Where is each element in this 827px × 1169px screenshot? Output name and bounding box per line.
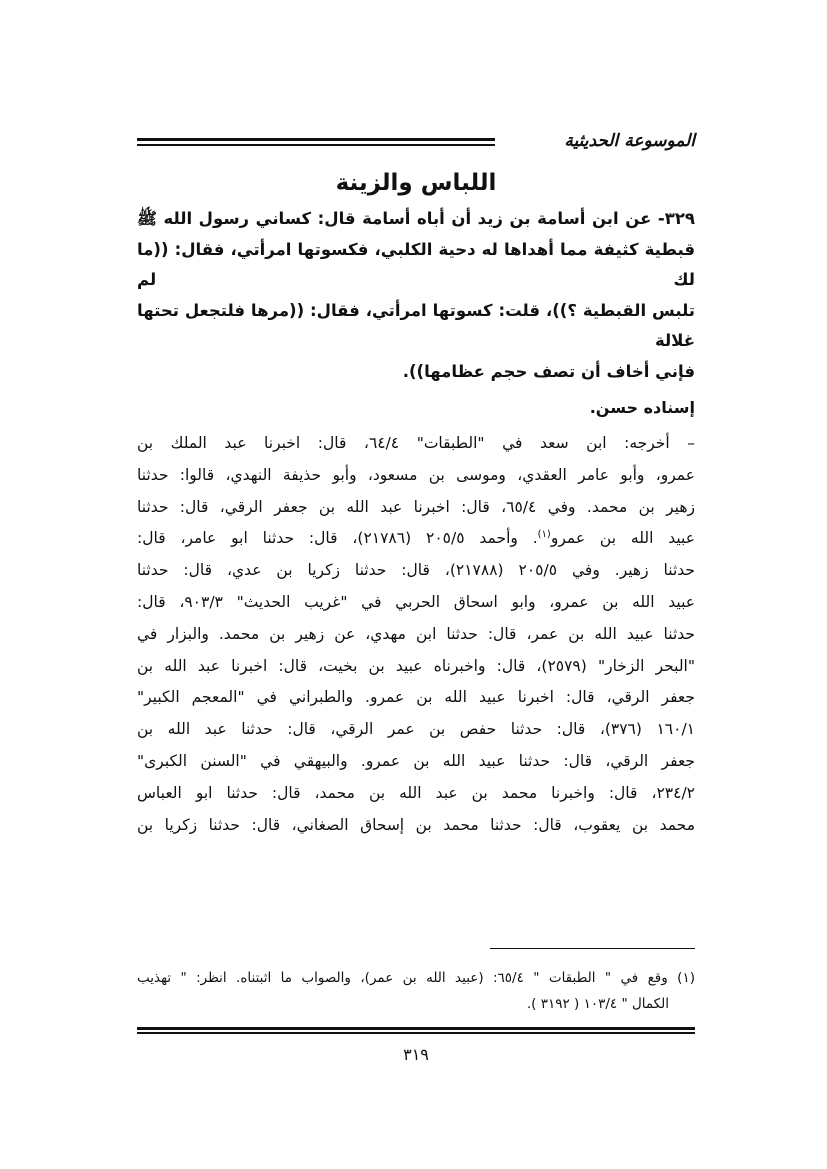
takhrij-line: محمد بن يعقوب، قال: حدثنا محمد بن إسحاق الصغاني، قال: حدثنا زكريا بن [137, 815, 695, 834]
chapter-title: اللباس والزينة [335, 170, 497, 196]
takhrij-line-part: عبيد الله بن عمرو [550, 529, 695, 548]
footnote-marker[interactable]: (١) [537, 529, 551, 541]
header-title: الموسوعة الحديثية [554, 128, 695, 154]
takhrij-line: حدثنا زهير. وفي ٢٠٥/٥ (٢١٧٨٨)، قال: حدثنا زكريا بن عدي، قال: حدثنا [137, 561, 695, 580]
takhrij-line: عمرو، وأبو عامر العقدي، وموسى بن مسعود، وأبو حذيفة النهدي، قالوا: حدثنا [137, 465, 695, 484]
takhrij-line [137, 523, 695, 555]
takhrij-line: ٢٣٤/٢، قال: واخبرنا محمد بن عبد الله بن محمد، قال: حدثنا ابو العباس [137, 783, 695, 802]
footnote-line: (١) وقع في " الطبقات " ٦٥/٤: (عبيد الله بن عمر)، والصواب ما اثبتناه. انظر: " تهذيب [137, 970, 695, 986]
footnote-line: الكمال " ١٠٣/٤ ( ٣١٩٢ ). [526, 996, 669, 1012]
hadith-line: فإني أخاف أن تصف حجم عظامها)). [402, 361, 695, 381]
hadith-line: ٣٢٩- عن ابن أسامة بن زيد أن أباه أسامة قال: كساني رسول الله ﷺ [137, 209, 695, 228]
page-number: ٣١٩ [403, 1045, 429, 1064]
takhrij-line: – أخرجه: ابن سعد في "الطبقات" ٦٤/٤، قال: اخبرنا عبد الملك بن [137, 434, 695, 452]
takhrij-line: "البحر الزخار" (٢٥٧٩)، قال: واخبرناه عبيد بن بخيت، قال: اخبرنا عبد الله بن [137, 656, 695, 675]
header-rule [137, 138, 495, 146]
takhrij-line: جعفر الرقي، قال: اخبرنا عبيد الله بن عمرو. والطبراني في "المعجم الكبير" [137, 688, 695, 707]
takhrij-line: جعفر الرقي، قال: حدثنا عبيد الله بن عمرو. والبيهقي في "السنن الكبرى" [137, 751, 695, 770]
footnote [137, 965, 695, 1017]
takhrij-text [137, 428, 695, 841]
takhrij-line: عبيد الله بن عمرو، وابو اسحاق الحربي في "غريب الحديث" ٩٠٣/٣، قال: [137, 592, 696, 611]
running-header [137, 128, 695, 158]
takhrij-line: زهير بن محمد. وفي ٦٥/٤، قال: اخبرنا عبد الله بن جعفر الرقي، قال: حدثنا [137, 497, 695, 516]
isnad-grading: إسناده حسن. [589, 398, 695, 417]
takhrij-line: ١٦٠/١ (٣٧٦)، قال: حدثنا حفص بن عمر الرقي، قال: حدثنا عبد الله بن [137, 720, 695, 739]
takhrij-line-part: . وأحمد ٢٠٥/٥ (٢١٧٨٦)، قال: حدثنا ابو عامر، قال: [137, 529, 538, 548]
footnote-separator [490, 948, 695, 949]
hadith-text [137, 204, 695, 387]
bottom-rule [137, 1027, 695, 1034]
hadith-line: قبطية كثيفة مما أهداها له دحية الكلبي، فكسوتها امرأتي، فقال: ((ما لك لم [137, 239, 695, 289]
hadith-line: تلبس القبطية ؟))، قلت: كسوتها امرأتي، فقال: ((مرها فلتجعل تحتها غلالة [137, 300, 695, 350]
takhrij-line: حدثنا عبيد الله بن عمر، قال: حدثنا ابن مهدي، عن زهير بن محمد. والبزار في [137, 624, 695, 643]
